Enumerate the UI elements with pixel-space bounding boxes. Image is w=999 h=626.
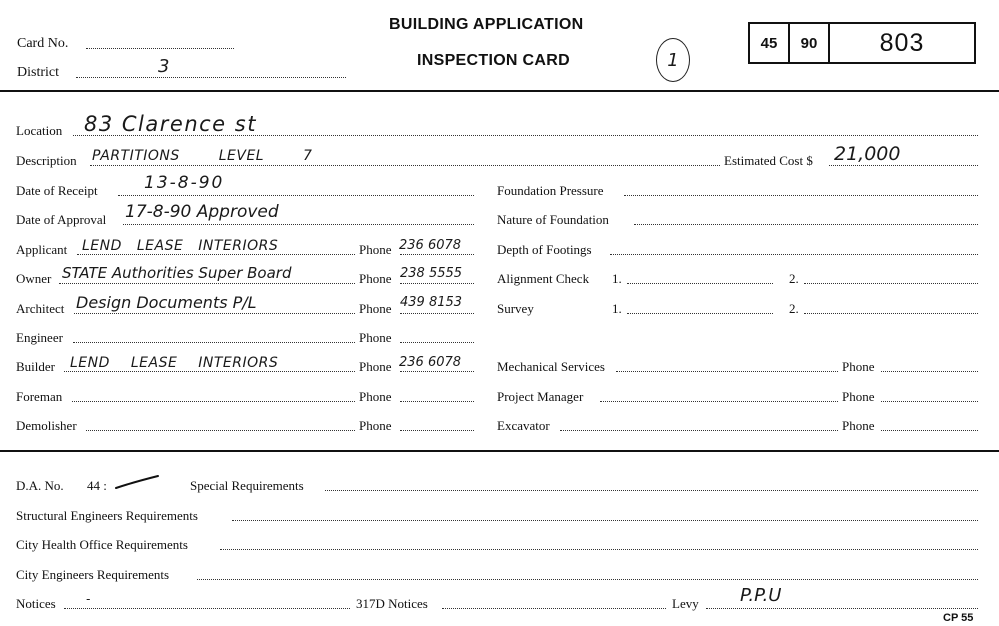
owner-phone-value: 238 5555 bbox=[400, 266, 463, 281]
demolisher-phone-label: Phone bbox=[359, 418, 392, 433]
notices-field bbox=[64, 608, 350, 609]
card-number: 803 bbox=[879, 28, 925, 57]
date-of-approval-label: Date of Approval bbox=[16, 212, 107, 227]
excavator-phone-field bbox=[881, 430, 978, 431]
city-engineers-requirements-field bbox=[197, 579, 978, 580]
survey-field-2 bbox=[804, 313, 978, 314]
da-no-value: 44 : bbox=[87, 478, 107, 493]
district-field bbox=[76, 77, 346, 78]
builder-phone-field bbox=[400, 371, 474, 372]
district-label: District bbox=[17, 65, 59, 80]
card-number-box bbox=[748, 22, 976, 64]
mechanical-services-label: Mechanical Services bbox=[497, 359, 605, 374]
code-cell-1: 45 bbox=[750, 24, 790, 62]
date-of-receipt-label: Date of Receipt bbox=[16, 183, 98, 198]
demolisher-label: Demolisher bbox=[16, 418, 77, 433]
foundation-pressure-field bbox=[624, 195, 978, 196]
nature-of-foundation-field bbox=[634, 224, 978, 225]
applicant-field bbox=[77, 254, 355, 255]
card-no-label: Card No. bbox=[17, 36, 69, 51]
builder-value: LEND LEASE INTERIORS bbox=[70, 355, 279, 371]
estimated-cost-field bbox=[829, 165, 978, 166]
special-requirements-field bbox=[325, 490, 978, 491]
architect-phone-field bbox=[400, 313, 474, 314]
special-requirements-label: Special Requirements bbox=[190, 478, 304, 493]
section-divider bbox=[0, 450, 999, 452]
circled-number-value: 1 bbox=[667, 49, 679, 71]
foreman-label: Foreman bbox=[16, 389, 63, 404]
engineer-field bbox=[73, 342, 355, 343]
survey-label: Survey bbox=[497, 301, 534, 316]
project-manager-field bbox=[600, 401, 838, 402]
alignment-check-n1: 1. bbox=[612, 271, 622, 286]
survey-field-1 bbox=[627, 313, 773, 314]
excavator-phone-label: Phone bbox=[842, 418, 875, 433]
excavator-label: Excavator bbox=[497, 418, 550, 433]
demolisher-phone-field bbox=[400, 430, 474, 431]
foreman-phone-label: Phone bbox=[359, 389, 392, 404]
code-cell-2: 90 bbox=[790, 24, 830, 62]
project-manager-label: Project Manager bbox=[497, 389, 584, 404]
notices-317d-field bbox=[442, 608, 666, 609]
foreman-phone-field bbox=[400, 401, 474, 402]
alignment-check-field-1 bbox=[627, 283, 773, 284]
notices-label: Notices bbox=[16, 596, 56, 611]
city-health-requirements-field bbox=[220, 549, 978, 550]
engineer-label: Engineer bbox=[16, 330, 63, 345]
architect-phone-value: 439 8153 bbox=[400, 295, 463, 310]
survey-n1: 1. bbox=[612, 301, 622, 316]
city-health-requirements-label: City Health Office Requirements bbox=[16, 537, 188, 552]
card-title-line1: BUILDING APPLICATION bbox=[389, 16, 584, 33]
engineer-phone-label: Phone bbox=[359, 330, 392, 345]
location-value: 83 Clarence st bbox=[84, 112, 257, 136]
architect-phone-label: Phone bbox=[359, 301, 392, 316]
excavator-field bbox=[560, 430, 838, 431]
alignment-check-field-2 bbox=[804, 283, 978, 284]
structural-requirements-label: Structural Engineers Requirements bbox=[16, 508, 198, 523]
builder-field bbox=[64, 371, 355, 372]
mechanical-services-phone-field bbox=[881, 371, 978, 372]
levy-field bbox=[706, 608, 978, 609]
engineer-phone-field bbox=[400, 342, 474, 343]
city-engineers-requirements-label: City Engineers Requirements bbox=[16, 567, 170, 582]
owner-phone-field bbox=[400, 283, 474, 284]
applicant-value: LEND LEASE INTERIORS bbox=[82, 238, 279, 254]
owner-value: STATE Authorities Super Board bbox=[62, 264, 292, 282]
notices-value: - bbox=[86, 592, 91, 606]
project-manager-phone-label: Phone bbox=[842, 389, 875, 404]
da-no-label: D.A. No. bbox=[16, 478, 64, 493]
applicant-phone-value: 236 6078 bbox=[399, 238, 462, 253]
builder-label: Builder bbox=[16, 359, 55, 374]
mechanical-services-phone-label: Phone bbox=[842, 359, 875, 374]
owner-field bbox=[59, 283, 355, 284]
description-label: Description bbox=[16, 153, 77, 168]
architect-label: Architect bbox=[16, 301, 65, 316]
applicant-phone-label: Phone bbox=[359, 242, 392, 257]
applicant-phone-field bbox=[400, 254, 474, 255]
architect-field bbox=[74, 313, 355, 314]
architect-value: Design Documents P/L bbox=[76, 293, 257, 312]
da-no-stroke bbox=[114, 474, 160, 492]
mechanical-services-field bbox=[616, 371, 838, 372]
date-of-receipt-field bbox=[118, 195, 474, 196]
estimated-cost-value: 21,000 bbox=[834, 143, 901, 165]
header-divider bbox=[0, 90, 999, 92]
builder-phone-label: Phone bbox=[359, 359, 392, 374]
card-no-field bbox=[86, 48, 234, 49]
nature-of-foundation-label: Nature of Foundation bbox=[497, 212, 609, 227]
date-of-receipt-value: 13-8-90 bbox=[144, 173, 225, 193]
date-of-approval-value: 17-8-90 Approved bbox=[125, 202, 279, 222]
description-field bbox=[90, 165, 720, 166]
builder-phone-value: 236 6078 bbox=[399, 355, 462, 370]
depth-of-footings-label: Depth of Footings bbox=[497, 242, 592, 257]
structural-requirements-field bbox=[232, 520, 978, 521]
notices-317d-label: 317D Notices bbox=[356, 596, 428, 611]
demolisher-field bbox=[86, 430, 355, 431]
description-value: PARTITIONS LEVEL 7 bbox=[92, 148, 313, 164]
levy-label: Levy bbox=[672, 596, 699, 611]
foreman-field bbox=[72, 401, 355, 402]
circled-number bbox=[656, 38, 690, 82]
owner-label: Owner bbox=[16, 271, 52, 286]
alignment-check-label: Alignment Check bbox=[497, 271, 590, 286]
project-manager-phone-field bbox=[881, 401, 978, 402]
alignment-check-n2: 2. bbox=[789, 271, 799, 286]
district-value: 3 bbox=[158, 56, 170, 77]
card-title-line2: INSPECTION CARD bbox=[417, 52, 570, 69]
date-of-approval-field bbox=[123, 224, 474, 225]
survey-n2: 2. bbox=[789, 301, 799, 316]
applicant-label: Applicant bbox=[16, 242, 68, 257]
owner-phone-label: Phone bbox=[359, 271, 392, 286]
form-code: CP 55 bbox=[943, 612, 974, 624]
foundation-pressure-label: Foundation Pressure bbox=[497, 183, 604, 198]
location-label: Location bbox=[16, 123, 63, 138]
depth-of-footings-field bbox=[610, 254, 978, 255]
estimated-cost-label: Estimated Cost $ bbox=[724, 153, 813, 168]
levy-value: P.P.U bbox=[740, 585, 782, 606]
